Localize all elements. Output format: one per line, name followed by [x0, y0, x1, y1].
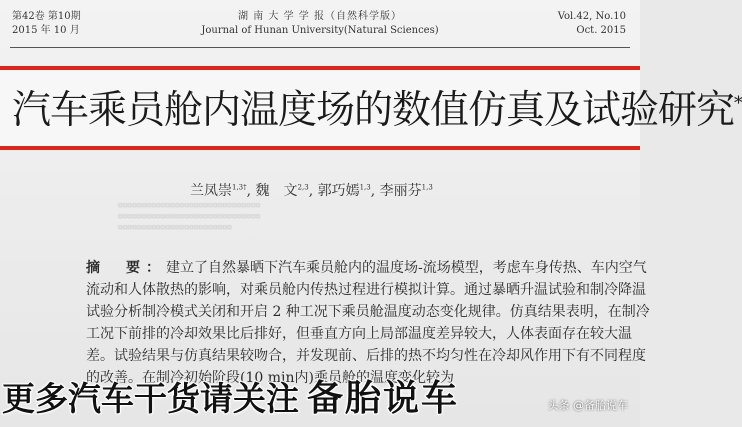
- author-affil-mark: 1,3†: [232, 183, 247, 192]
- abstract-line: 的改善。在制冷初始阶段(10 min内)乘员舱的温度变化较为: [86, 370, 454, 386]
- author-affil-mark: 1,3: [421, 183, 433, 192]
- header-volume: [12, 10, 182, 38]
- promo-account-name: 备胎说车: [307, 378, 460, 419]
- author-name: 魏 文: [255, 183, 298, 199]
- abstract-line: [86, 257, 647, 279]
- abstract-line: 差。试验结果与仿真结果较吻合，并发现前、后排的热不均匀性在冷却风作用下有不同程度: [86, 348, 646, 364]
- paper-title-text: 汽车乘员舱内温度场的数值仿真及试验研究: [12, 88, 735, 133]
- publication-date-en: Oct. 2015: [576, 25, 626, 36]
- author-name: 郭巧嫣: [317, 183, 360, 199]
- paper-title: [12, 80, 742, 135]
- abstract-line: 工况下前排的冷却效果比后排好，但垂直方向上局部温度差异较大，人体表面存在较大温: [86, 326, 632, 342]
- promo-text: 更多汽车干货请关注: [2, 379, 299, 418]
- abstract-line: 试验分析制冷模式关闭和开启 2 种工况下乘员舱温度动态变化规律。仿真结果表明，在制冷: [86, 304, 650, 320]
- abstract-block: [86, 257, 650, 389]
- volume-issue-en: Vol.42, No.10: [557, 11, 626, 22]
- affiliation-line: ▫▫▫▫▫▫▫▫▫▫▫▫▫▫▫▫▫▫▫▫▫▫▫▫: [118, 223, 232, 231]
- source-watermark: 头条 @备胎说车: [547, 399, 628, 412]
- affiliation-line: ▫▫▫▫▫▫▫▫▫▫▫▫▫▫▫▫▫▫▫▫▫▫▫▫▫▫▫▫▫▫: [118, 212, 261, 220]
- author-name: 兰凤崇: [190, 183, 232, 199]
- volume-issue: 第42卷 第10期: [12, 11, 81, 22]
- title-footnote-mark: *: [734, 93, 742, 114]
- abstract-line: 流动和人体散热的影响，对乘员舱内传热过程进行模拟计算。通过暴晒升温试验和制冷降温: [86, 282, 646, 298]
- header-vol-en: [476, 10, 626, 38]
- affiliation-line: ▫▫▫▫▫▫▫▫▫▫▫▫▫▫▫▫▫▫▫▫▫▫▫▫▫▫▫▫▫▫: [118, 201, 261, 209]
- author-affil-mark: 2,3: [297, 183, 309, 192]
- promo-banner: [2, 377, 459, 421]
- abstract-text: 建立了自然暴晒下汽车乘员舱内的温度场-流场模型，考虑车身传热、车内空气: [166, 260, 647, 276]
- journal-name-cn: 湖 南 大 学 学 报（自然科学版）: [238, 11, 402, 22]
- publication-date: 2015 年 10 月: [12, 25, 80, 36]
- author-affil-mark: 1,3: [359, 183, 371, 192]
- abstract-label: 摘 要：: [86, 260, 166, 276]
- header-divider: [10, 47, 630, 48]
- author-list: 兰凤崇$^{1,3\dagger}$, 魏 文$^{2,3}$, 郭巧嫣$^{1,3}$, 李丽芬$^{1,3}$: [190, 183, 433, 199]
- journal-name-en: Journal of Hunan University(Natural Sciences): [201, 25, 439, 36]
- author-name: 李丽芬: [379, 183, 422, 199]
- header-journal: [200, 10, 440, 38]
- affiliations-blurred: [118, 200, 538, 233]
